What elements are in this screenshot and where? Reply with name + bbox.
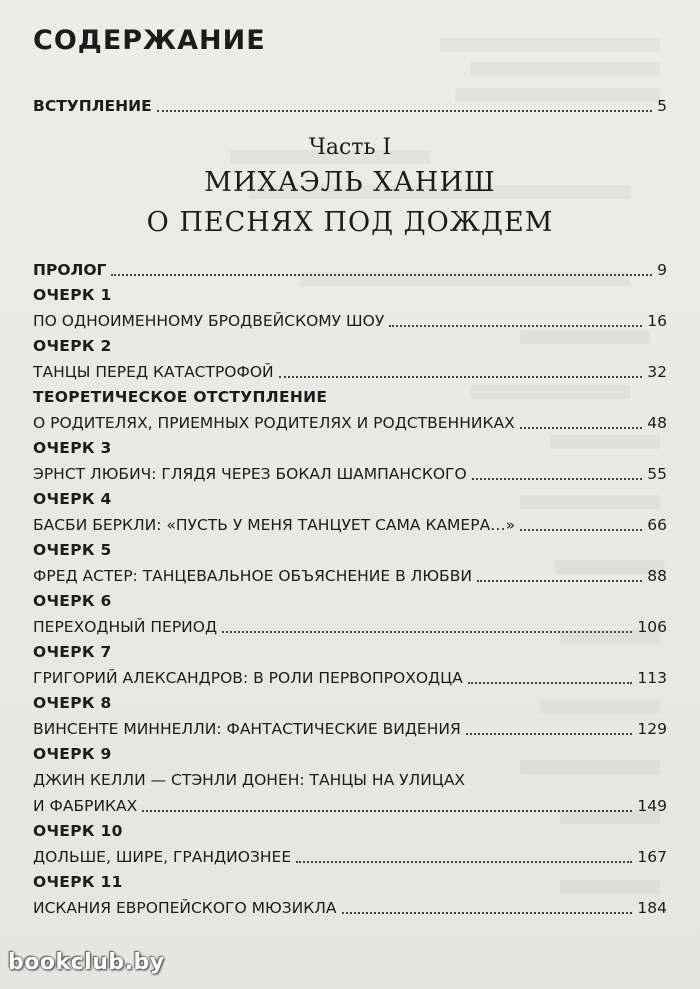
toc-section-heading: ТЕОРЕТИЧЕСКОЕ ОТСТУПЛЕНИЕ <box>33 388 328 406</box>
part-header <box>33 133 667 243</box>
toc-page-number: 5 <box>657 97 667 115</box>
dot-leader <box>468 682 633 684</box>
toc-page-number: 113 <box>637 669 667 687</box>
toc-entry-title: ДОЛЬШЕ, ШИРЕ, ГРАНДИОЗНЕЕ <box>33 848 292 866</box>
table-of-contents <box>33 22 667 921</box>
toc-entry-title: ТАНЦЫ ПЕРЕД КАТАСТРОФОЙ <box>33 363 274 381</box>
dot-leader <box>472 478 643 480</box>
toc-page-number: 55 <box>647 465 667 483</box>
toc-entry[interactable] <box>33 410 667 436</box>
toc-entry-title: ФРЕД АСТЕР: ТАНЦЕВАЛЬНОЕ ОБЪЯСНЕНИЕ В ЛЮБВИ <box>33 567 472 585</box>
toc-entry[interactable] <box>33 844 667 870</box>
toc-page-number: 32 <box>647 363 667 381</box>
dot-leader <box>520 427 643 429</box>
toc-entry-title: ГРИГОРИЙ АЛЕКСАНДРОВ: В РОЛИ ПЕРВОПРОХОДЦА <box>33 669 463 687</box>
toc-entry[interactable] <box>33 895 667 921</box>
dot-leader <box>477 580 642 582</box>
toc-section-heading: ОЧЕРК 2 <box>33 337 112 355</box>
toc-section-heading: ОЧЕРК 4 <box>33 490 112 508</box>
toc-entry-title: И ФАБРИКАХ <box>33 797 138 815</box>
toc-entry[interactable] <box>33 359 667 385</box>
toc-section-heading: ОЧЕРК 5 <box>33 541 112 559</box>
toc-section-heading: ОЧЕРК 3 <box>33 439 112 457</box>
toc-entry-title: ВИНСЕНТЕ МИННЕЛЛИ: ФАНТАСТИЧЕСКИЕ ВИДЕНИЯ <box>33 720 461 738</box>
toc-entry-intro[interactable] <box>33 93 667 119</box>
toc-page-number: 48 <box>647 414 667 432</box>
toc-section-heading: ОЧЕРК 10 <box>33 822 123 840</box>
toc-page-number: 88 <box>647 567 667 585</box>
toc-entry[interactable] <box>33 563 667 589</box>
toc-page-number: 149 <box>637 797 667 815</box>
dot-leader <box>296 861 632 863</box>
toc-entry[interactable] <box>33 665 667 691</box>
part-title-line-1: МИХАЭЛЬ ХАНИШ <box>204 167 496 198</box>
toc-entry-title: ПЕРЕХОДНЫЙ ПЕРИОД <box>33 618 218 636</box>
toc-page-number: 9 <box>657 261 667 279</box>
toc-entry[interactable] <box>33 461 667 487</box>
page-title: СОДЕРЖАНИЕ <box>33 25 266 56</box>
toc-section-heading: ОЧЕРК 1 <box>33 286 112 304</box>
toc-entry-prologue[interactable] <box>33 257 667 283</box>
toc-section-heading: ОЧЕРК 11 <box>33 873 123 891</box>
toc-page-number: 16 <box>647 312 667 330</box>
toc-entry-title: ПО ОДНОИМЕННОМУ БРОДВЕЙСКОМУ ШОУ <box>33 312 385 330</box>
dot-leader <box>222 631 632 633</box>
toc-page-number: 184 <box>637 899 667 917</box>
dot-leader <box>520 529 642 531</box>
toc-entry[interactable] <box>33 614 667 640</box>
dot-leader <box>466 733 633 735</box>
dot-leader <box>111 274 652 276</box>
toc-entry-title: БАСБИ БЕРКЛИ: «ПУСТЬ У МЕНЯ ТАНЦУЕТ САМА КАМЕРА…» <box>33 516 516 534</box>
toc-section-heading: ОЧЕРК 9 <box>33 745 112 763</box>
toc-section-heading: ОЧЕРК 7 <box>33 643 112 661</box>
part-label: Часть I <box>308 135 392 160</box>
toc-entry-label: ВСТУПЛЕНИЕ <box>33 97 152 115</box>
toc-entry-label: ПРОЛОГ <box>33 261 107 279</box>
site-watermark: bookclub.by <box>8 950 165 975</box>
part-title-line-2: О ПЕСНЯХ ПОД ДОЖДЕМ <box>146 207 554 238</box>
toc-entry-title: ИСКАНИЯ ЕВРОПЕЙСКОГО МЮЗИКЛА <box>33 899 337 917</box>
dot-leader <box>157 110 652 112</box>
toc-page-number: 167 <box>637 848 667 866</box>
toc-page-number: 106 <box>637 618 667 636</box>
toc-entry-title-line-1[interactable]: ДЖИН КЕЛЛИ — СТЭНЛИ ДОНЕН: ТАНЦЫ НА УЛИЦАХ <box>33 771 466 789</box>
dot-leader <box>142 810 632 812</box>
toc-entry[interactable] <box>33 512 667 538</box>
toc-list <box>33 257 667 921</box>
toc-section-heading: ОЧЕРК 8 <box>33 694 112 712</box>
toc-entry[interactable] <box>33 793 667 819</box>
dot-leader <box>342 912 633 914</box>
toc-page-number: 129 <box>637 720 667 738</box>
dot-leader <box>389 325 642 327</box>
toc-section-heading: ОЧЕРК 6 <box>33 592 112 610</box>
toc-entry[interactable] <box>33 716 667 742</box>
toc-entry-title: ЭРНСТ ЛЮБИЧ: ГЛЯДЯ ЧЕРЕЗ БОКАЛ ШАМПАНСКОГО <box>33 465 467 483</box>
toc-page-number: 66 <box>647 516 667 534</box>
dot-leader <box>279 376 643 378</box>
toc-entry-title: О РОДИТЕЛЯХ, ПРИЕМНЫХ РОДИТЕЛЯХ И РОДСТВЕННИКАХ <box>33 414 515 432</box>
toc-entry[interactable] <box>33 308 667 334</box>
